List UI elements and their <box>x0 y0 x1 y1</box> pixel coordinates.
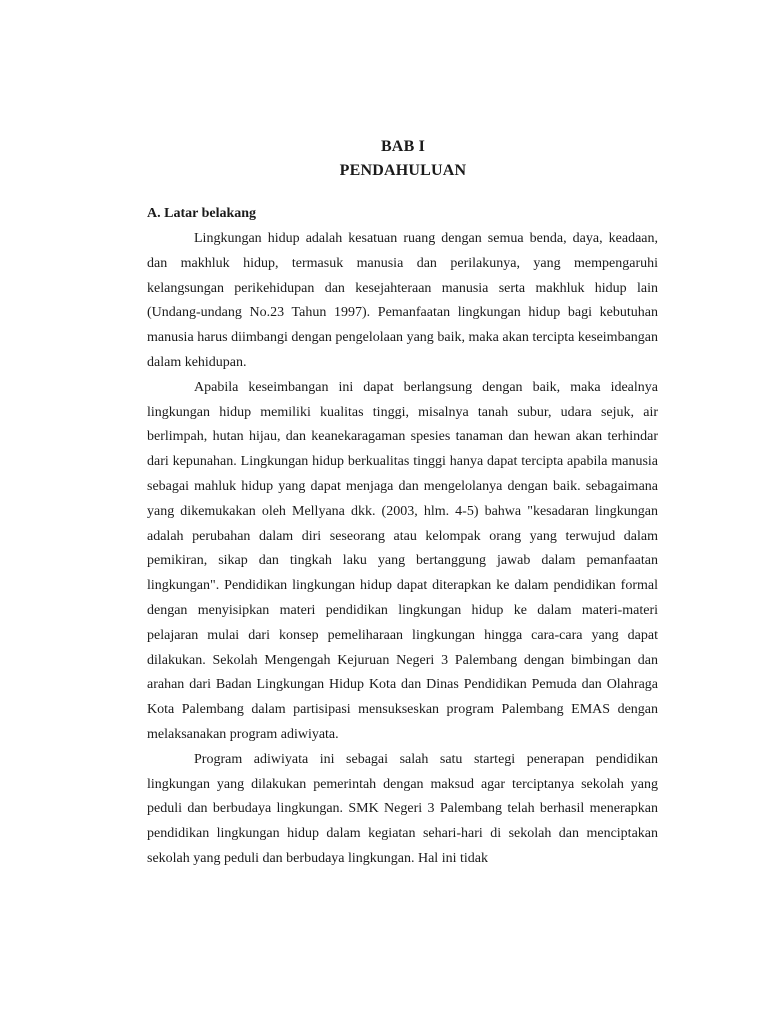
chapter-title: PENDAHULUAN <box>339 162 467 179</box>
body-text <box>147 227 658 872</box>
paragraph-3: Program adiwiyata ini sebagai salah satu startegi penerapan pendidikan lingkungan yang dilakukan pemerintah dengan maksud agar terciptanya sekolah yang peduli dan berbudaya lingkungan. SMK Negeri 3 Palembang telah berhasil menerapkan pendidikan lingkungan hidup dalam kegiatan sehari-hari di sekolah dan menciptakan sekolah yang peduli dan berbudaya lingkungan. Hal ini tidak <box>147 751 658 866</box>
paragraph-1: Lingkungan hidup adalah kesatuan ruang dengan semua benda, daya, keadaan, dan makhluk hidup, termasuk manusia dan perilakunya, yang mempengaruhi kelangsungan perikehidupan dan kesejahteraan manusia serta makhluk hidup lain (Undang-undang No.23 Tahun 1997). Pemanfaatan lingkungan hidup bagi kebutuhan manusia harus diimbangi dengan pengelolaan yang baik, maka akan tercipta keseimbangan dalam kehidupan. <box>147 231 658 370</box>
section-title: A. Latar belakang <box>147 206 257 221</box>
paragraph-2: Apabila keseimbangan ini dapat berlangsung dengan baik, maka idealnya lingkungan hidup memiliki kualitas tinggi, misalnya tanah subur, udara sejuk, air berlimpah, hutan hijau, dan keanekaragaman spesies tanaman dan hewan akan terhindar dari kepunahan. Lingkungan hidup berkualitas tinggi hanya dapat tercipta apabila manusia sebagai mahluk hidup yang dapat menjaga dan mengelolanya dengan baik. sebagaimana yang dikemukakan oleh Mellyana dkk. (2003, hlm. 4-5) bahwa "kesadaran lingkungan adalah perubahan dalam diri seseorang atau kelompak orang yang terwujud dalam pemikiran, sikap dan tingkah laku yang bertanggung jawab dalam pemanfaatan lingkungan". Pendidikan lingkungan hidup dapat diterapkan ke dalam pendidikan formal dengan menyisipkan materi pendidikan lingkungan hidup ke dalam materi-materi pelajaran mulai dari konsep pemeliharaan lingkungan hingga cara-cara yang dapat dilakukan. Sekolah Mengengah Kejuruan Negeri 3 Palembang dengan bimbingan dan arahan dari Badan Lingkungan Hidup Kota dan Dinas Pendidikan Pemuda dan Olahraga Kota Palembang dalam partisipasi mensukseskan program Palembang EMAS dengan melaksanakan program adiwiyata. <box>147 379 658 742</box>
chapter-heading: BAB I <box>380 138 426 155</box>
